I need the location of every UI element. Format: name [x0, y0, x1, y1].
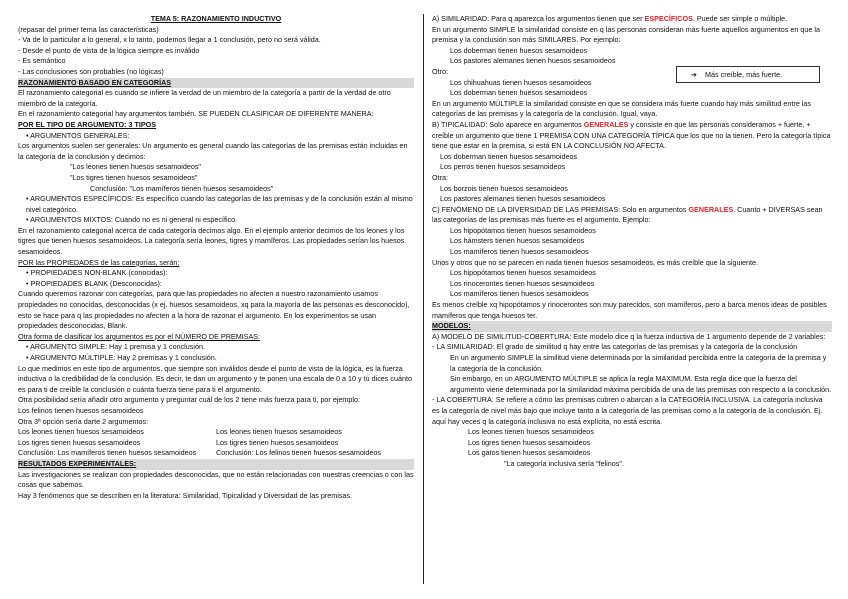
example-line: Los hipopótamos tienen huesos sesamoideos — [450, 268, 596, 278]
example-line: Los rinocerontes tienen huesos sesamoideos — [450, 278, 595, 288]
example-conclusion: Conclusión: "Los mamíferos tienen huesos sesamoideos" — [90, 183, 274, 193]
section-heading-resultados: RESULTADOS EXPERIMENTALES: — [18, 459, 414, 470]
paragraph: En un argumento MÚLTIPLE la similaridad consiste en que se considera más fuerte cuando hay más similitud entre las categorías de las premisas y la categoría de la conclusión. Igual, vaya. — [432, 98, 811, 119]
paragraph: Otra posibilidad sería añadir otro argumento y preguntar cuál de los 2 tiene más fuerza para ti, por ejemplo: — [18, 395, 360, 405]
paragraph: En un argumento SIMPLE la similitud viene determinada por la similaridad percibida entre la categoría de la premisa y la categoría de la conclusión. — [450, 353, 827, 373]
page-title: TEMA 5: RAZONAMIENTO INDUCTIVO — [150, 14, 282, 23]
example-line: Los hipopótamos tienen huesos sesamoideos — [450, 225, 596, 235]
example-line: Los gatos tienen huesos sesamoideos — [468, 448, 591, 458]
column-divider — [423, 14, 424, 584]
two-column-row — [18, 448, 414, 459]
example-right: Conclusión: Los felinos tienen huesos sesamoideos — [216, 448, 382, 458]
example-right: Los leones tienen huesos sesamoideos — [216, 427, 342, 437]
two-column-row — [18, 427, 414, 438]
diversidad-rest: . Cuanto + DIVERSAS sean las categorías de las premisas más fuerte es el argumento. Ejemplo: — [432, 204, 823, 225]
diversidad-heading — [432, 205, 832, 226]
section-heading-premisas: Otra forma de clasificar los argumentos es por el NÚMERO DE PREMISAS: — [18, 331, 261, 341]
intro-item: - Desde el punto de vista de la lógica siempre es inválido — [18, 45, 200, 55]
two-column-row — [18, 438, 414, 449]
paragraph: Lo que medimos en este tipo de argumentos, que siempre son inválidos desde el punto de vista de la lógica, es la fuerza inductiva o la credibilidad de la conclusión. Es decir, te dan un argumento y te ponen una escala de 0 a 10 y tú dices cuánto es para ti de creíble la conclusión o cuánta fuerza tiene para ti el argumento. — [18, 363, 412, 394]
example-line: "Los leones tienen huesos sesamoideos" — [70, 162, 201, 172]
example-line: "Los tigres tienen huesos sesamoideos" — [70, 172, 198, 182]
section-heading-tipo: POR EL TIPO DE ARGUMENTO: 3 TIPOS — [18, 119, 157, 129]
label-otro: Otro: — [432, 66, 448, 76]
example-line: Los doberman tienen huesos sesamoideos — [450, 88, 588, 98]
example-line: Los tigres tienen huesos sesamoideos — [468, 437, 591, 447]
similaridad-rest: . Puede ser simple o múltiple. — [692, 14, 788, 23]
example-line: Los pastores alemanes tienen huesos sesamoideos — [440, 194, 606, 204]
tipicalidad-keyword: GENERALES — [583, 119, 629, 129]
section-heading-propiedades: POR las PROPIEDADES de las categorías, serán: — [18, 257, 180, 267]
example-line: Los mamíferos tienen huesos sesamoideos — [450, 289, 589, 299]
paragraph: Otra 3ª opción sería darte 2 argumentos: — [18, 416, 149, 426]
example-left: Los tigres tienen huesos sesamoideos — [18, 437, 141, 447]
paragraph: En el razonamiento categorial hay argumentos también. SE PUEDEN CLASIFICAR DE DIFERENTE MANERA: — [18, 109, 374, 119]
intro-item: - Es semántico — [18, 56, 66, 66]
example-line: Los hámsters tienen huesos sesamoideos — [450, 236, 585, 246]
section-heading-categorias: RAZONAMIENTO BASADO EN CATEGORÍAS — [18, 78, 414, 89]
bullet-nonblank: • PROPIEDADES NON-BLANK (conocidas): — [26, 268, 168, 278]
example-right: Los tigres tienen huesos sesamoideos — [216, 437, 339, 447]
paragraph: - LA COBERTURA: Se refiere a cómo las premisas cubren o abarcan a la CATEGORÍA INCLUSIVA. La categoría inclusiva es la categoría de nivel más bajo que incluye tanto a la categoría de las premisas como a la categoría de la conclusión. Ej. aquí hay veces q la categoría inclusiva no está explícita, no está escrita. — [432, 395, 823, 426]
example-left: Conclusión: Los mamíferos tienen huesos sesamoideos — [18, 448, 197, 458]
note-box — [676, 66, 820, 83]
intro-item: - Las conclusiones son probables (no lógicas) — [18, 66, 164, 76]
bullet-generales: • ARGUMENTOS GENERALES: — [26, 130, 130, 140]
tipicalidad-heading — [432, 120, 832, 152]
paragraph: En un argumento SIMPLE la similaridad consiste en q las personas consideran más fuerte aquellos argumentos en que la premisa y la conclusión son más SIMILARES. Por ejemplo: — [432, 24, 820, 45]
paragraph: Unos y otros que no se parecen en nada tienen huesos sesamoideos, es más creíble que la siguiente. — [432, 257, 759, 267]
paragraph: Las investigaciones se realizan con propiedades desconocidas, que no están relacionadas con nuestras creencias o con las cosas que sabemos. — [18, 469, 414, 490]
similaridad-heading — [432, 14, 832, 25]
example-line: Los mamíferos tienen huesos sesamoideos — [450, 247, 589, 257]
paragraph: Es menos creíble xq hipopótamos y rinocerontes son muy parecidos, son mamíferos, pero a barca menos ideas de posibles mamíferos que tenga huesos ter. — [432, 300, 827, 320]
paragraph: - LA SIMILARIDAD: El grado de similitud q hay entre las categorías de las premisas y la categoría de la conclusión — [432, 342, 798, 352]
paragraph: Hay 3 fenómenos que se describen en la literatura: Similaridad, Tipicalidad y Diversidad de las premisas. — [18, 490, 352, 500]
intro-text: (repasar del primer tema las características) — [18, 24, 159, 34]
paragraph: Los felinos tienen huesos sesamoideos — [18, 405, 144, 415]
section-heading-modelos: MODELOS: — [432, 321, 832, 332]
example-line: Los doberman tienen huesos sesamoideos — [450, 45, 588, 55]
example-left: Los leones tienen huesos sesamoideos — [18, 427, 144, 437]
bullet-especificos: • ARGUMENTOS ESPECÍFICOS: Es específico cuando las categorías de las premisas y de la conclusión están al mismo nivel categórico. — [26, 194, 413, 214]
example-line: Los leones tienen huesos sesamoideos — [468, 427, 594, 437]
paragraph: En el razonamiento categorial acerca de cada categoría decimos algo. En el ejemplo anterior decimos de los leones y los tigres que tienen huesos sesamoideos. La categoría sería leones, tigres y mamíferos. Las propiedades serían los huesos sesamoideos. — [18, 225, 405, 257]
paragraph: Cuando queremos razonar con categorías, para que las propiedades no afecten a nuestro razonamiento usamos propiedades no conocidas, desconocidas (x ej. huesos sesamoideos, xq para la mayoría de las personas es desconocido), esto se hace para q las propiedades no afecten a la hora de razonar el argumento. En los experimentos se usan propiedades desconocidas, Blank. — [18, 289, 410, 331]
bullet-blank: • PROPIEDADES BLANK (Desconocidas): — [26, 278, 162, 288]
arrow-right-icon: ➔ — [691, 70, 698, 79]
left-column — [18, 14, 414, 501]
example-line: Los borzois tienen huesos sesamoideos — [440, 183, 568, 193]
example-line: Los perros tienen huesos sesamoideos — [440, 162, 566, 172]
diversidad-label: C) FENÓMENO DE LA DIVERSIDAD DE LAS PREMISAS: Solo en argumentos — [432, 204, 687, 214]
note-text: Más creíble, más fuerte. — [705, 70, 783, 79]
paragraph: Los argumentos suelen ser generales: Un argumento es general cuando las categorías de las premisas están incluidas en la categoría de la conclusión y decimos: — [18, 141, 408, 161]
paragraph: A) MODELO DE SIMILITUD-COBERTURA: Este modelo dice q la fuerza inductiva de 1 argumento depende de 2 variables: — [432, 331, 826, 341]
similaridad-keyword: ESPECÍFICOS — [644, 14, 693, 23]
bullet-mixtos: • ARGUMENTOS MIXTOS: Cuando no es ni general ni específico. — [26, 215, 238, 225]
tipicalidad-label: B) TIPICALIDAD: Solo aparece en argumentos — [432, 119, 582, 129]
intro-item: - Va de lo particular a lo general, x lo tanto, podemos llegar a 1 conclusión, pero no será válida. — [18, 35, 321, 45]
paragraph: El razonamiento categorial es cuando se infiere la verdad de un miembro de la categoría a partir de la verdad de otro miembro de la categoría. — [18, 88, 391, 108]
bullet-simple: • ARGUMENTO SIMPLE: Hay 1 premisa y 1 conclusión. — [26, 342, 205, 352]
example-line: Los pastores alemanes tienen huesos sesamoideos — [450, 56, 616, 66]
tipicalidad-rest: y consiste en que las personas consideramos + fuerte, + creíble un argumento que tiene 1 PREMISA CON UNA CATEGORÍA TÍPICA que los que no la tienen. Pero la categoría típica tiene que estar en la premisa, si está EN LA CONCLUSIÓN NO AFECTA. — [432, 119, 831, 151]
example-line: Los chihuahuas tienen huesos sesamoideos — [450, 77, 592, 87]
bullet-multiple: • ARGUMENTO MÚLTIPLE: Hay 2 premisas y 1 conclusión. — [26, 353, 217, 362]
paragraph: Sin embargo, en un ARGUMENTO MÚLTIPLE se aplica la regla MAXIMUM. Esta regla dice que la fuerza del argumento viene determinada por la similaridad máxima percibida de una de las premisas con respecto a la conclusión. — [450, 374, 832, 394]
label-otra: Otra: — [432, 172, 448, 182]
example-line: Los doberman tienen huesos sesamoideos — [440, 151, 578, 161]
example-conclusion: "La categoría inclusiva sería "felinos". — [504, 458, 624, 468]
diversidad-keyword: GENERALES — [688, 204, 734, 214]
similaridad-label: A) SIMILARIDAD: Para q aparezca los argumentos tienen que ser — [432, 14, 643, 23]
